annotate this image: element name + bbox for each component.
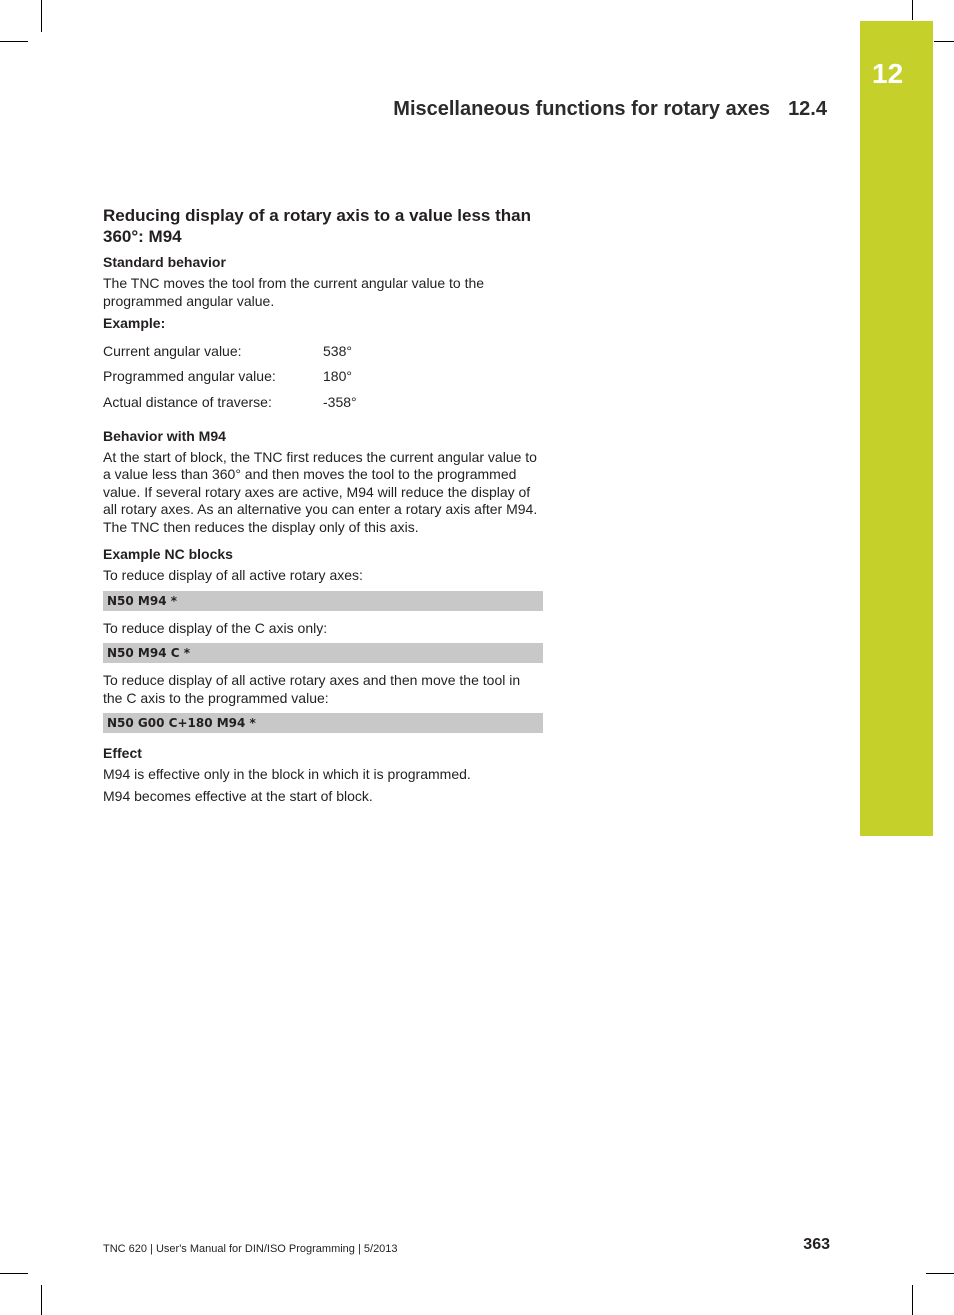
standard-behavior-heading: Standard behavior — [103, 254, 226, 270]
example-row-value: 538° — [323, 342, 352, 359]
example-table — [103, 338, 543, 415]
crop-mark — [41, 0, 42, 32]
main-content — [103, 205, 543, 809]
example-row — [103, 389, 543, 415]
nc-code-block: N50 G00 C+180 M94 * — [103, 713, 543, 733]
effect-line: M94 is effective only in the block in which it is programmed. — [103, 766, 471, 782]
nc-block-intro: To reduce display of all active rotary axes: — [103, 567, 363, 583]
example-row — [103, 364, 543, 390]
crop-mark — [926, 1273, 954, 1274]
chapter-tab — [860, 21, 933, 836]
nc-block-intro: To reduce display of all active rotary axes and then move the tool in the C axis to the programmed value: — [103, 672, 521, 706]
crop-mark — [912, 1285, 913, 1315]
crop-mark — [0, 1273, 28, 1274]
crop-mark — [934, 41, 954, 42]
m94-behavior-text: At the start of block, the TNC first reduces the current angular value to a value less than 360° and then moves the tool to the programmed value. If several rotary axes are active, M94 will reduce the display of all rotary axes. As an alternative you can enter a rotary axis after M94. The TNC then reduces the display only of this axis. — [103, 448, 538, 535]
effect-heading: Effect — [103, 745, 142, 761]
page-number: 363 — [803, 1236, 830, 1253]
crop-mark — [912, 0, 913, 20]
nc-code-block: N50 M94 C * — [103, 643, 543, 663]
header-section-number: 12.4 — [788, 98, 827, 120]
example-row-label: Actual distance of traverse: — [103, 393, 272, 410]
standard-behavior-text: The TNC moves the tool from the current angular value to the programmed angular value. — [103, 275, 485, 309]
nc-blocks-heading: Example NC blocks — [103, 546, 233, 562]
example-row-label: Current angular value: — [103, 342, 242, 359]
nc-code-block: N50 M94 * — [103, 591, 543, 611]
section-heading: Reducing display of a rotary axis to a value less than 360°: M94 — [103, 206, 531, 246]
example-row-value: -358° — [323, 393, 357, 410]
example-row-label: Programmed angular value: — [103, 368, 276, 385]
header-title: Miscellaneous functions for rotary axes — [393, 98, 771, 120]
running-header — [393, 98, 827, 121]
effect-line: M94 becomes effective at the start of block. — [103, 787, 373, 804]
example-row — [103, 338, 543, 364]
footer-text: TNC 620 | User's Manual for DIN/ISO Programming | 5/2013 — [103, 1243, 398, 1255]
crop-mark — [0, 41, 28, 42]
chapter-number: 12 — [872, 58, 904, 89]
nc-block-intro: To reduce display of the C axis only: — [103, 619, 328, 636]
crop-mark — [41, 1285, 42, 1315]
example-label: Example: — [103, 315, 166, 331]
m94-behavior-heading: Behavior with M94 — [103, 427, 226, 444]
example-row-value: 180° — [323, 368, 352, 385]
